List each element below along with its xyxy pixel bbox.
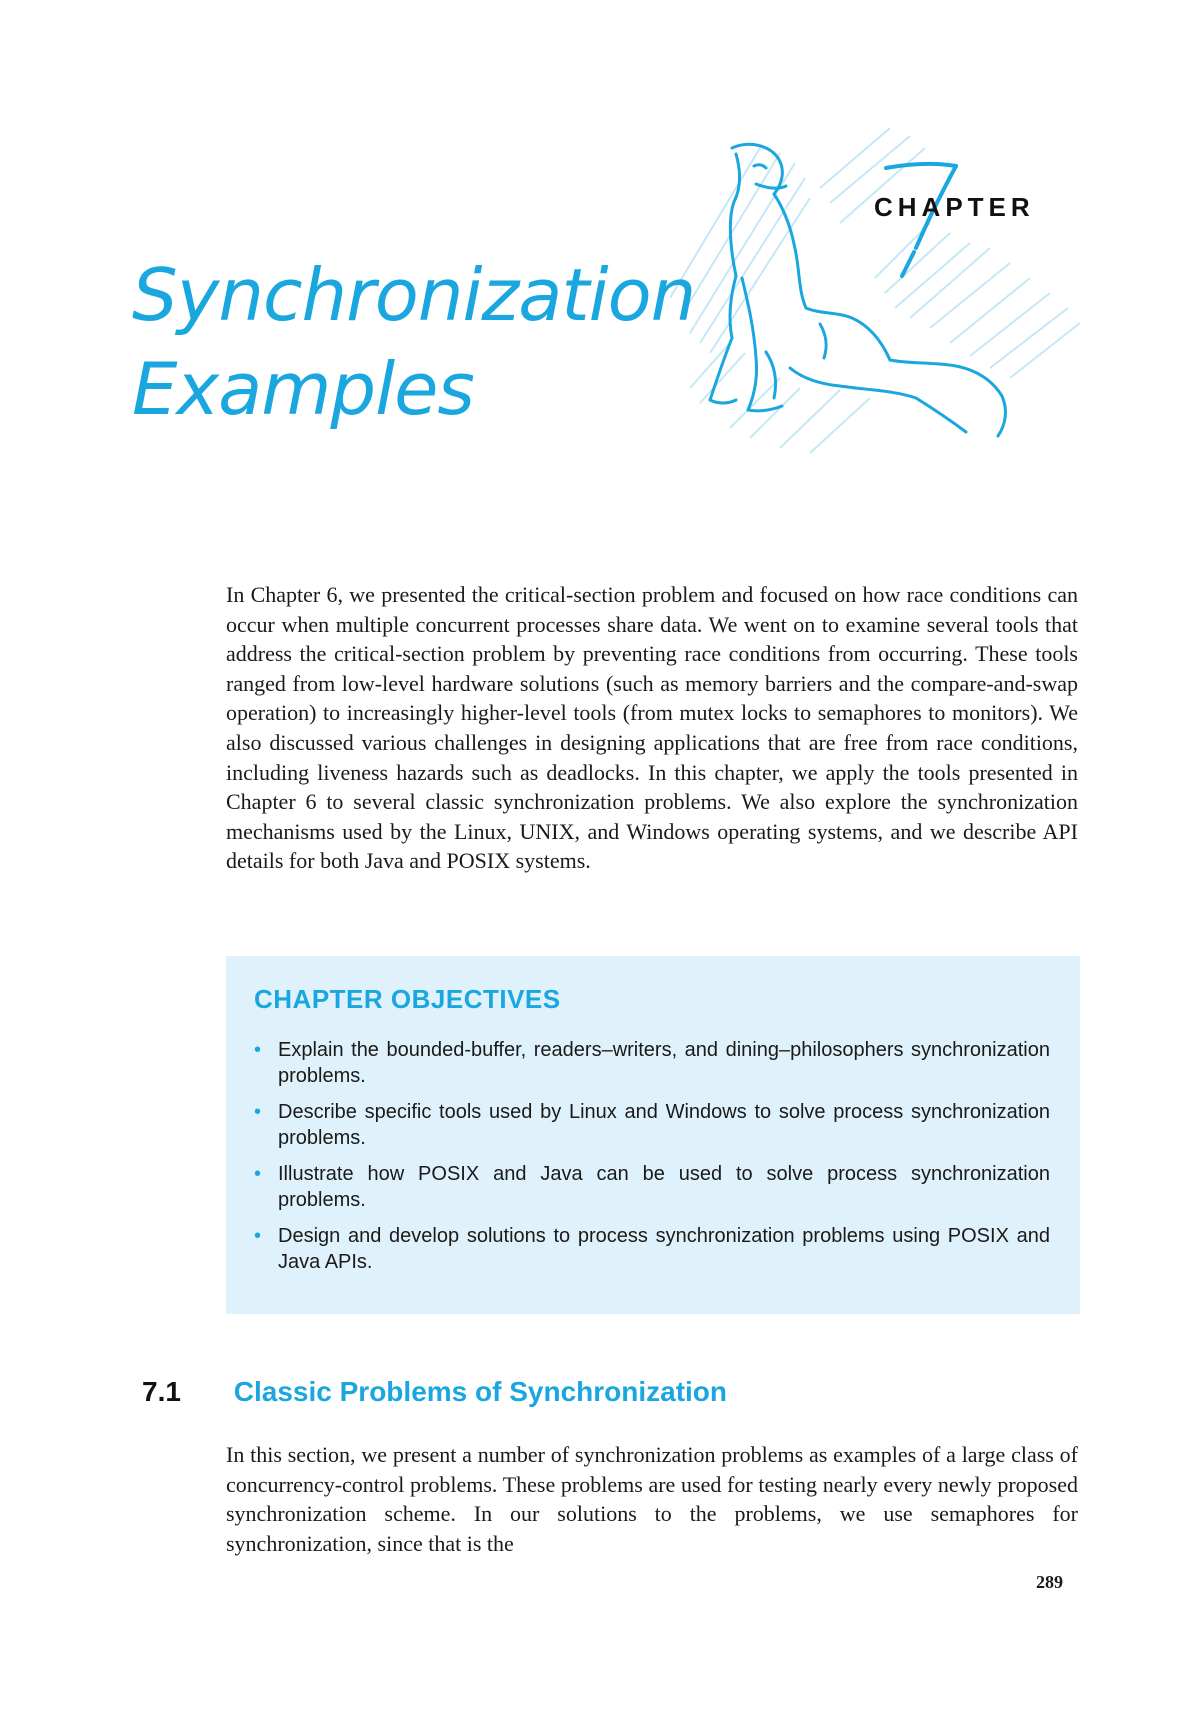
objective-item [254, 1037, 1050, 1089]
objectives-heading: CHAPTER OBJECTIVES [254, 984, 561, 1014]
section-number: 7.1 [142, 1376, 181, 1407]
objective-text: Explain the bounded-buffer, readers–writers, and dining–philosophers synchronization problems. [278, 1039, 1050, 1087]
page-number: 289 [1036, 1572, 1063, 1592]
objective-text: Illustrate how POSIX and Java can be used to solve process synchronization problems. [278, 1163, 1050, 1211]
objective-item [254, 1223, 1050, 1275]
chapter-label: CHAPTER [874, 192, 1035, 222]
dinosaur-sketch [710, 144, 1005, 436]
bullet-icon: • [254, 1039, 262, 1061]
chapter-objectives-box [226, 956, 1080, 1314]
objective-item [254, 1099, 1050, 1151]
chapter-title [132, 248, 695, 436]
bullet-icon: • [254, 1101, 262, 1123]
objective-text: Describe specific tools used by Linux and Windows to solve process synchronization problems. [278, 1101, 1050, 1149]
bullet-icon: • [254, 1225, 262, 1247]
intro-paragraph: In Chapter 6, we presented the critical-section problem and focused on how race conditions can occur when multiple concurrent processes share data. We went on to examine several tools that address the critical-section problem by preventing race conditions from occurring. These tools ranged from low-level hardware solutions (such as memory barriers and the compare-and-swap operation) to increasingly higher-level tools (from mutex locks to semaphores to monitors). We also discussed various challenges in designing applications that are free from race conditions, including liveness hazards such as deadlocks. In this chapter, we apply the tools presented in Chapter 6 to several classic synchronization problems. We also explore the synchronization mechanisms used by the Linux, UNIX, and Windows operating systems, and we describe API details for both Java and POSIX systems. [226, 582, 1078, 874]
section-body-paragraph: In this section, we present a number of synchronization problems as examples of a large class of concurrency-control problems. These problems are used for testing nearly every newly proposed synchronization scheme. In our solutions to the problems, we use semaphores for synchronization, since that is the [226, 1442, 1078, 1556]
objectives-list [254, 1037, 1050, 1275]
chapter-title-line-1: Synchronization [132, 253, 696, 337]
objective-text: Design and develop solutions to process synchronization problems using POSIX and Java APIs. [278, 1225, 1050, 1273]
section-heading [142, 1376, 727, 1408]
objective-item [254, 1161, 1050, 1213]
chapter-title-line-2: Examples [132, 347, 474, 431]
bullet-icon: • [254, 1163, 262, 1185]
chapter-illustration [670, 128, 1090, 468]
section-title: Classic Problems of Synchronization [233, 1376, 728, 1407]
